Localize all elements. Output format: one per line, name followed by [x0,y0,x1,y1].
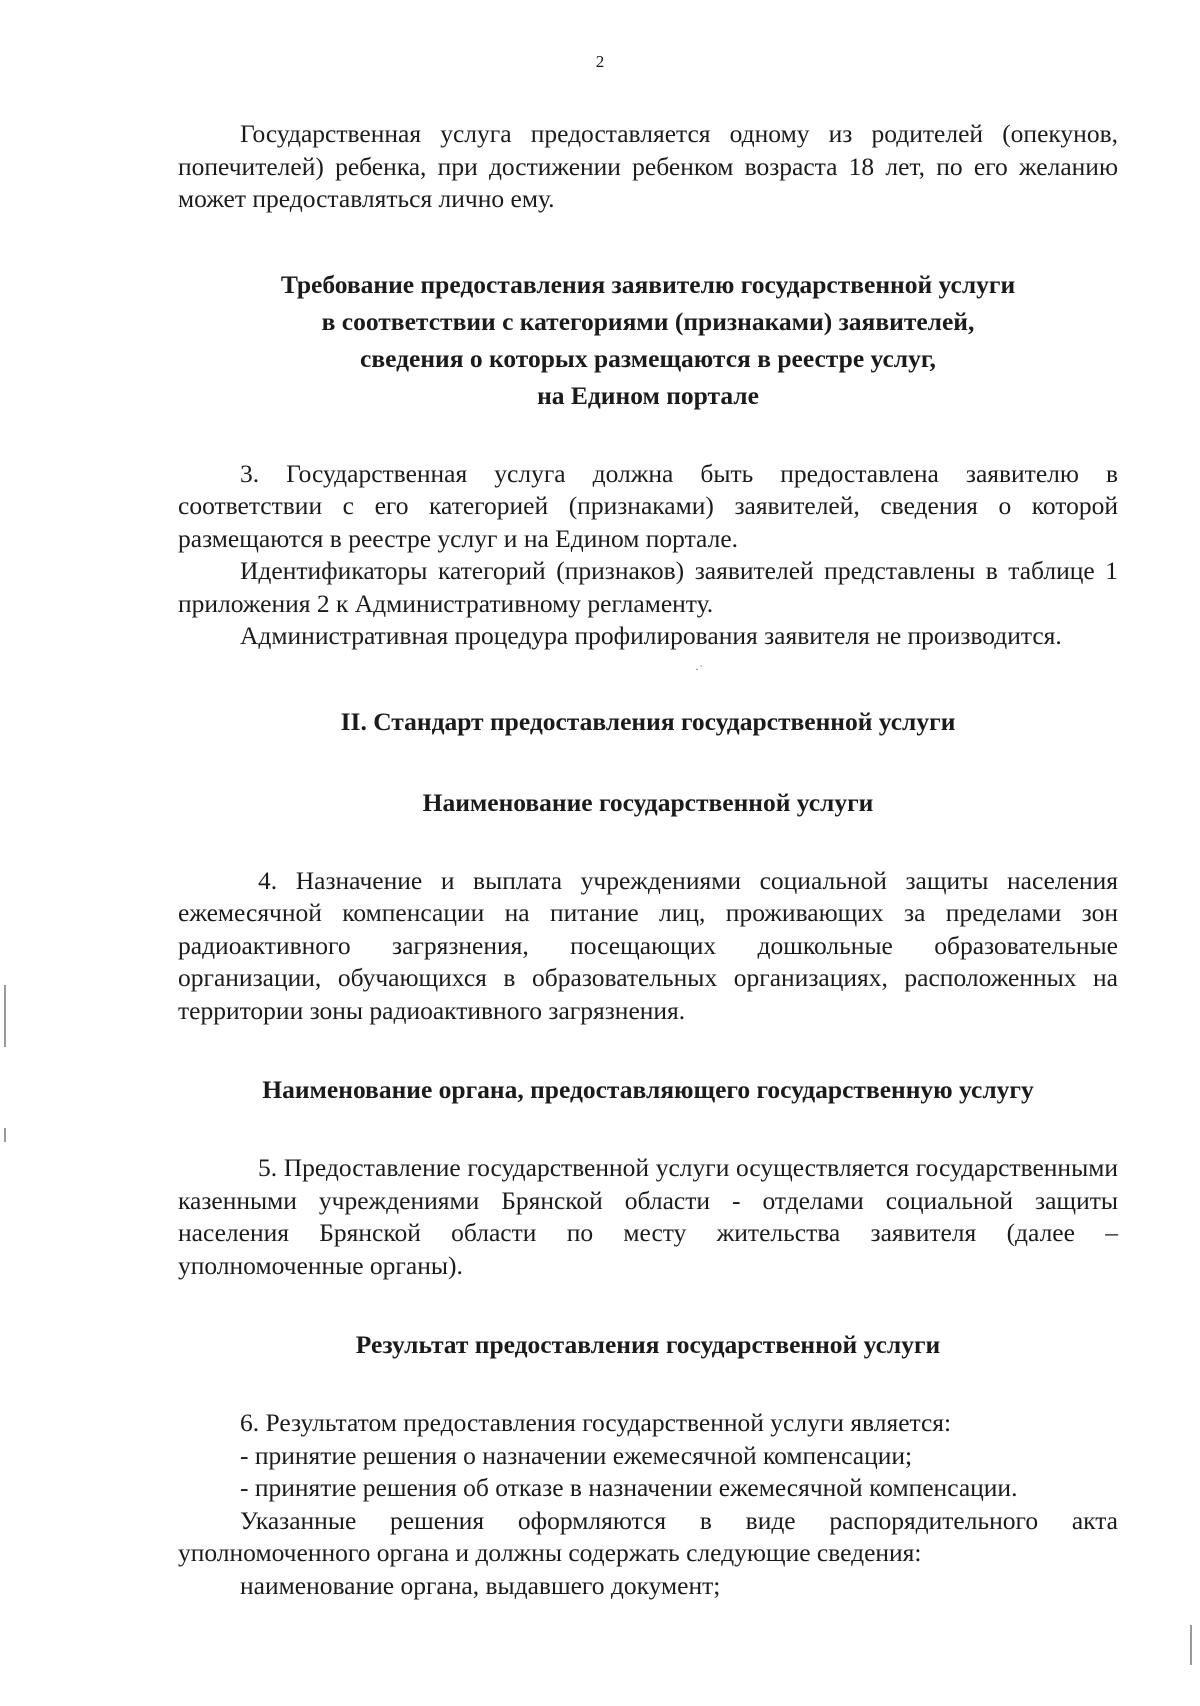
paragraph-4: 4. Назначение и выплата учреждениями социальной защиты населения ежемесячной компенсации на питание лиц, проживающих за пределами зон радиоактивного загрязнения, посещающих дошкольные образовательные организации, обучающихся в образовательных организациях, расположенных на территории зоны радиоактивного загрязнения. [178,865,1118,1025]
heading-line: Требование предоставления заявителю государственной услуги [280,269,1016,299]
paragraph-3-profiling: Административная процедура профилирования заявителя не производится. [240,621,1062,650]
paragraph-6: 6. Результатом предоставления государственной услуги является: [240,1408,952,1437]
paragraph-3: 3. Государственная услуга должна быть предоставлена заявителю в соответствии с его категорией (признаками) заявителей, сведения о которой размещаются в реестре услуг и на Едином портале. [178,458,1118,553]
paragraph-6-body-name: наименование органа, выдавшего документ; [240,1570,721,1600]
heading-line: сведения о которых размещаются в реестре услуг, [360,343,936,373]
result-heading: Результат предоставления государственной услуги [355,1330,941,1359]
scan-margin-mark [1190,1625,1192,1665]
paragraph-5: 5. Предоставление государственной услуги осуществляется государственными казенными учреждениями Брянской области - отделами социальной защиты населения Брянской области по месту жительства заявителя (далее – уполномоченные органы). [178,1153,1118,1280]
scan-speck: ·˙ [695,662,703,676]
heading-line: на Едином портале [537,380,759,410]
heading-line: в соответствии с категориями (признаками) заявителей, [321,306,975,336]
result-item-refusal: - принятие решения об отказе в назначении ежемесячной компенсации. [240,1473,1018,1502]
paragraph-6-decisions: Указанные решения оформляются в виде распорядительного акта уполномоченного органа и должны содержать следующие сведения: [178,1505,1118,1567]
paragraph-3-identifiers: Идентификаторы категорий (признаков) заявителей представлены в таблице 1 приложения 2 к Административному регламенту. [178,556,1118,618]
intro-paragraph: Государственная услуга предоставляется одному из родителей (опекунов, попечителей) ребенка, при достижении ребенком возраста 18 лет, по его желанию может предоставляться лично ему. [178,119,1118,213]
service-name-heading: Наименование государственной услуги [422,787,874,817]
scan-margin-mark [4,985,6,1047]
requirement-heading [178,266,1118,414]
document-body [178,118,1118,1602]
result-item-grant: - принятие решения о назначении ежемесячной компенсации; [240,1440,913,1470]
page-number: 2 [595,52,605,71]
scan-margin-mark [4,1128,6,1142]
authority-name-heading: Наименование органа, предоставляющего государственную услугу [262,1075,1034,1104]
section-ii-heading: II. Стандарт предоставления государственной услуги [340,706,956,736]
